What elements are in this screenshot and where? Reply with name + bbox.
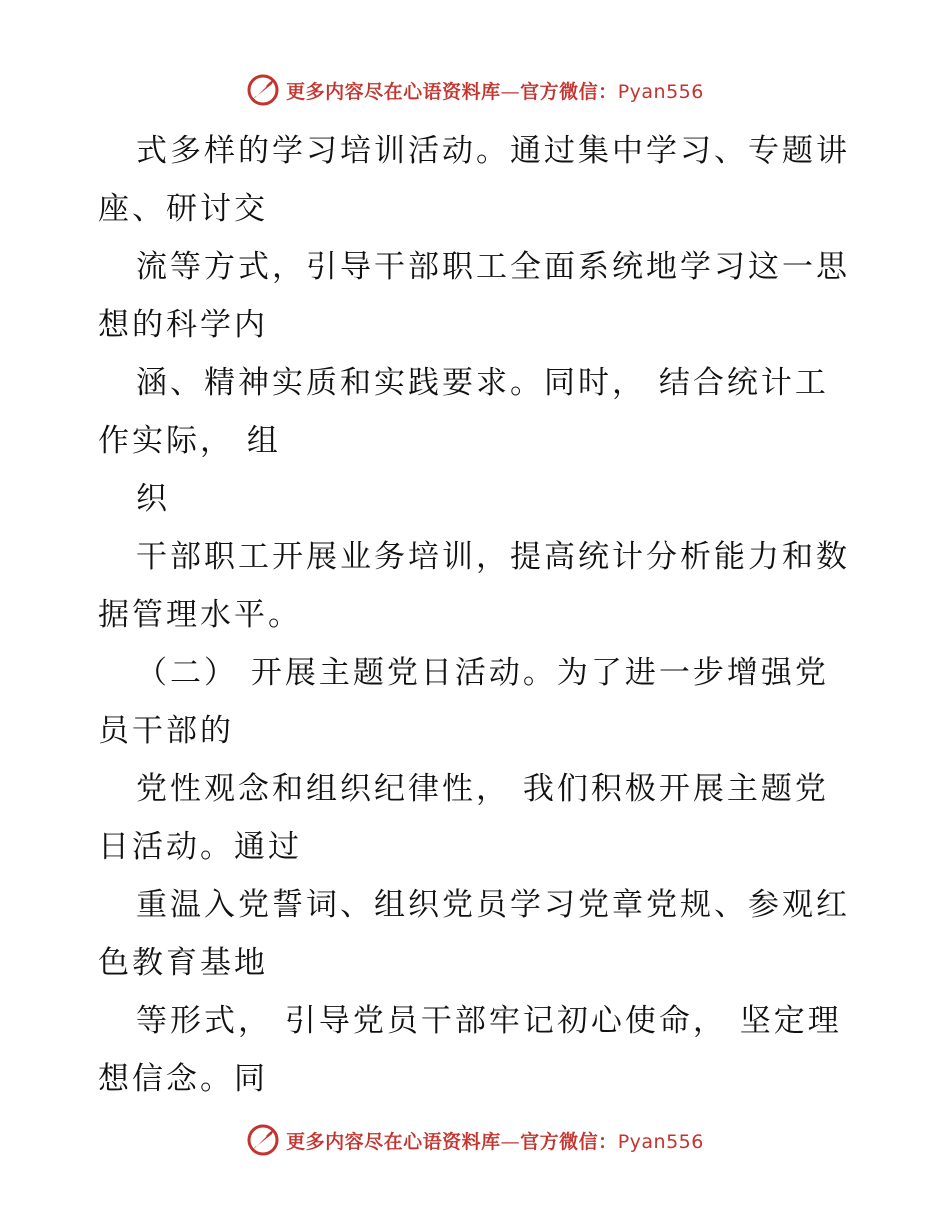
watermark-header <box>0 70 950 110</box>
watermark-title: 更多内容尽在心语资料库 <box>286 80 501 103</box>
watermark-title: 更多内容尽在心语资料库 <box>286 1130 501 1153</box>
watermark-wechat-id: Pyan556 <box>617 80 704 103</box>
watermark-separator: — <box>500 80 521 103</box>
watermark-text <box>286 1127 704 1154</box>
document-body <box>98 122 858 1108</box>
text-line: 涵、精神实质和实践要求。同时， 结合统计工 <box>136 365 829 401</box>
text-line: 等形式， 引导党员干部牢记初心使命， 坚定理 <box>136 1003 842 1039</box>
text-line: 织 <box>136 481 170 517</box>
text-line: 色教育基地 <box>98 945 268 981</box>
quill-logo-icon <box>246 1123 280 1157</box>
text-line: 员干部的 <box>98 713 234 749</box>
text-line: 座、研讨交 <box>98 191 268 227</box>
text-line: 式多样的学习培训活动。通过集中学习、专题讲 <box>136 133 850 169</box>
text-line: 作实际， 组 <box>98 423 281 459</box>
watermark-text <box>286 77 704 104</box>
text-line: 想信念。同 <box>98 1061 268 1097</box>
watermark-wechat-label: 官方微信： <box>520 80 618 103</box>
watermark-separator: — <box>500 1130 521 1153</box>
text-line: （二） 开展主题党日活动。为了进一步增强党 <box>136 655 829 691</box>
text-line: 重温入党誓词、组织党员学习党章党规、参观红 <box>136 887 850 923</box>
text-line: 想的科学内 <box>98 307 268 343</box>
watermark-footer <box>0 1120 950 1160</box>
text-line: 党性观念和组织纪律性， 我们积极开展主题党 <box>136 771 829 807</box>
text-line: 据管理水平。 <box>98 597 302 633</box>
text-line: 流等方式，引导干部职工全面系统地学习这一思 <box>136 249 850 285</box>
quill-logo-icon <box>246 73 280 107</box>
text-line: 干部职工开展业务培训，提高统计分析能力和数 <box>136 539 850 575</box>
text-line: 日活动。通过 <box>98 829 302 865</box>
watermark-wechat-id: Pyan556 <box>617 1130 704 1153</box>
watermark-wechat-label: 官方微信： <box>520 1130 618 1153</box>
